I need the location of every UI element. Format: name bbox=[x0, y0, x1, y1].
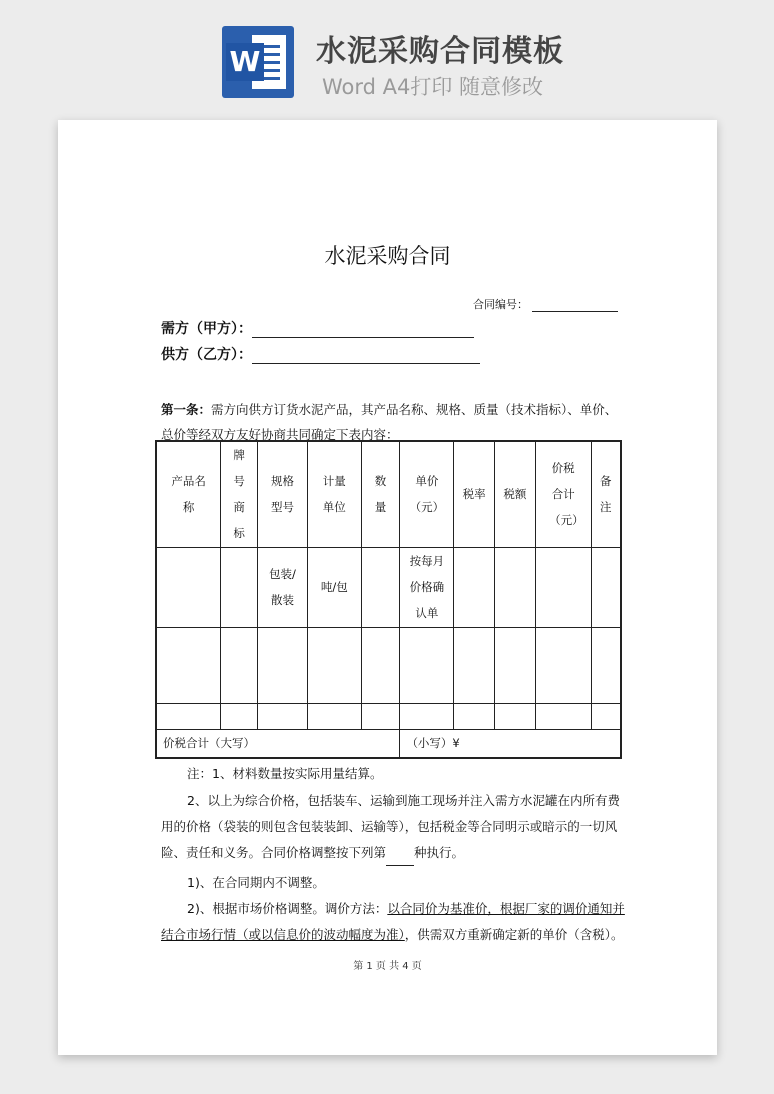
option-blank[interactable] bbox=[386, 853, 414, 866]
banner-subtitle: Word A4打印 随意修改 bbox=[322, 75, 544, 99]
contract-number-blank[interactable] bbox=[532, 301, 618, 312]
unit-cell[interactable]: 吨/包 bbox=[307, 547, 361, 627]
seller-label: 供方（乙方）： bbox=[161, 347, 252, 363]
seller-blank[interactable] bbox=[252, 349, 480, 364]
banner bbox=[0, 0, 774, 118]
header-cell: 价税合计（元） bbox=[535, 441, 591, 547]
table-header-row bbox=[156, 441, 621, 547]
header-cell: 牌号商标 bbox=[221, 441, 258, 547]
table-total-row bbox=[156, 729, 621, 758]
total-uppercase-label[interactable]: 价税合计（大写） bbox=[156, 729, 400, 758]
option-2-method: 以合同价为基准价，根据厂家的调价通知并结合市场行情（或以信息价的波动幅度为准） bbox=[161, 901, 625, 942]
header-cell: 计量单位 bbox=[307, 441, 361, 547]
document-page bbox=[58, 120, 717, 1055]
header-cell: 单价（元） bbox=[400, 441, 454, 547]
header-cell: 税额 bbox=[495, 441, 536, 547]
buyer-label: 需方（甲方）： bbox=[161, 321, 252, 337]
word-icon bbox=[222, 26, 294, 98]
document-title: 水泥采购合同 bbox=[324, 244, 451, 268]
option-2: 2)、根据市场价格调整。调价方法：以合同价为基准价，根据厂家的调价通知并结合市场行情（或以信息价的波动幅度为准），供需双方重新确定新的单价（含税）。 bbox=[161, 901, 625, 942]
banner-title: 水泥采购合同模板 bbox=[316, 34, 564, 69]
article-1-text: 需方向供方订货水泥产品，其产品名称、规格、质量（技术指标）、单价、总价等经双方友好协商共同确定下表内容： bbox=[161, 402, 618, 442]
buyer-line bbox=[161, 318, 474, 338]
page-footer: 第 1 页 共 4 页 bbox=[353, 961, 422, 972]
buyer-blank[interactable] bbox=[252, 323, 474, 338]
option-1: 1)、在合同期内不调整。 bbox=[187, 875, 325, 890]
word-icon-letter: W bbox=[226, 43, 264, 81]
spec-cell[interactable]: 包装/散装 bbox=[258, 547, 308, 627]
table-row bbox=[156, 627, 621, 703]
contract-number bbox=[473, 296, 618, 312]
table-row bbox=[156, 703, 621, 729]
total-lowercase-label[interactable]: （小写）¥ bbox=[400, 729, 621, 758]
header-cell: 产品名称 bbox=[156, 441, 221, 547]
header-cell: 数量 bbox=[361, 441, 400, 547]
header-cell: 规格型号 bbox=[258, 441, 308, 547]
seller-line bbox=[161, 344, 480, 364]
header-cell: 备注 bbox=[591, 441, 621, 547]
contract-number-label: 合同编号： bbox=[473, 298, 528, 311]
article-1-heading: 第一条： bbox=[161, 402, 212, 417]
header-cell: 税率 bbox=[454, 441, 495, 547]
product-table bbox=[155, 440, 622, 759]
note-1: 注：1、材料数量按实际用量结算。 bbox=[187, 766, 383, 781]
note-2: 2、以上为综合价格，包括装车、运输到施工现场并注入需方水泥罐在内所有费用的价格（袋装的则包含包装装卸、运输等），包括税金等合同明示或暗示的一切风险、责任和义务。合同价格调整按下列第 种执行。 bbox=[161, 788, 627, 866]
table-row bbox=[156, 547, 621, 627]
price-cell[interactable]: 按每月价格确认单 bbox=[400, 547, 454, 627]
